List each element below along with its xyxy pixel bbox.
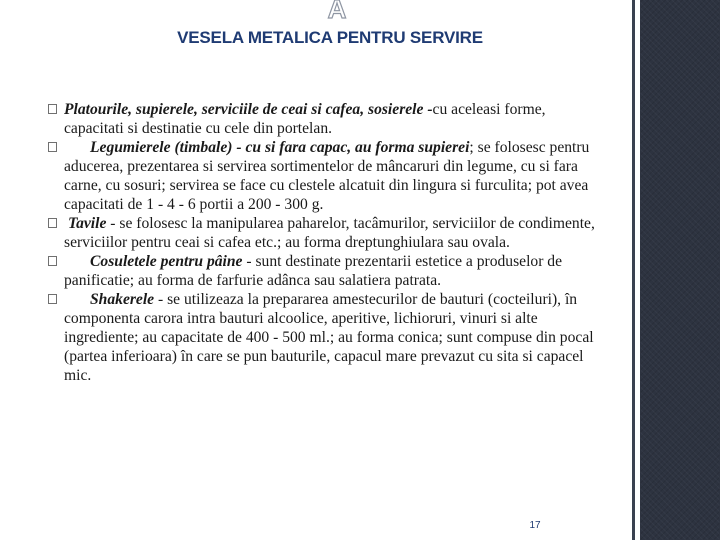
item-lead: Legumierele (timbale) - cu si fara capac, au forma supierei: [90, 139, 470, 156]
item-text: cu aceleasi forme, capacitati si destinatie cu cele din portelan.: [64, 101, 546, 137]
list-item: [48, 100, 604, 138]
bullet-box-icon: [48, 142, 57, 152]
bullet-box-icon: [48, 256, 57, 266]
item-lead: Shakerele: [90, 291, 155, 308]
sidebar-divider: [632, 0, 635, 540]
decorative-sidebar: [640, 0, 720, 540]
bullet-list: [48, 100, 604, 385]
list-item: [48, 138, 604, 214]
list-item: [48, 252, 604, 290]
bullet-box-icon: [48, 218, 57, 228]
slide-title: VESELA METALICA PENTRU SERVIRE: [177, 28, 483, 47]
list-item: [48, 290, 604, 385]
item-lead: Cosuletele pentru pâine: [90, 253, 243, 270]
item-text: ; se folosesc pentru aducerea, prezentarea si servirea sortimentelor de mâncaruri din legume, cu si fara carne, cu sosuri; servirea se face cu clestele alcatuit din lingura si furculita; pot avea capacitati de 1 - 4 - 6 portii a 200 - 300 g.: [64, 139, 590, 213]
bullet-box-icon: [48, 104, 57, 114]
bullet-box-icon: [48, 294, 57, 304]
page-number: 17: [529, 520, 541, 531]
list-item: [48, 214, 604, 252]
item-text: - sunt destinate prezentarii estetice a produselor de panificatie; au forma de farfurie adânca sau salatiera patrata.: [64, 253, 563, 289]
item-text: - se utilizeaza la prepararea amestecurilor de bauturi (cocteiluri), în componenta carora intra bauturi alcoolice, aperitive, lichioruri, vinuri si alte ingrediente; au capacitate de 400 - 500 ml.; au forma conica; sunt compuse din pocal (partea inferioara) în care se pun bauturile, capacul mare prevazut cu sita si capacel mic.: [64, 291, 594, 384]
item-lead: Tavile: [68, 215, 107, 232]
item-lead: Platourile, supierele, serviciile de ceai si cafea, sosierele -: [64, 101, 433, 118]
item-text: - se folosesc la manipularea paharelor, tacâmurilor, serviciilor de condimente, serviciilor pentru ceai si cafea etc.; au forma dreptunghiulara sau ovala.: [64, 215, 595, 251]
logo-mark: A: [327, 0, 347, 24]
